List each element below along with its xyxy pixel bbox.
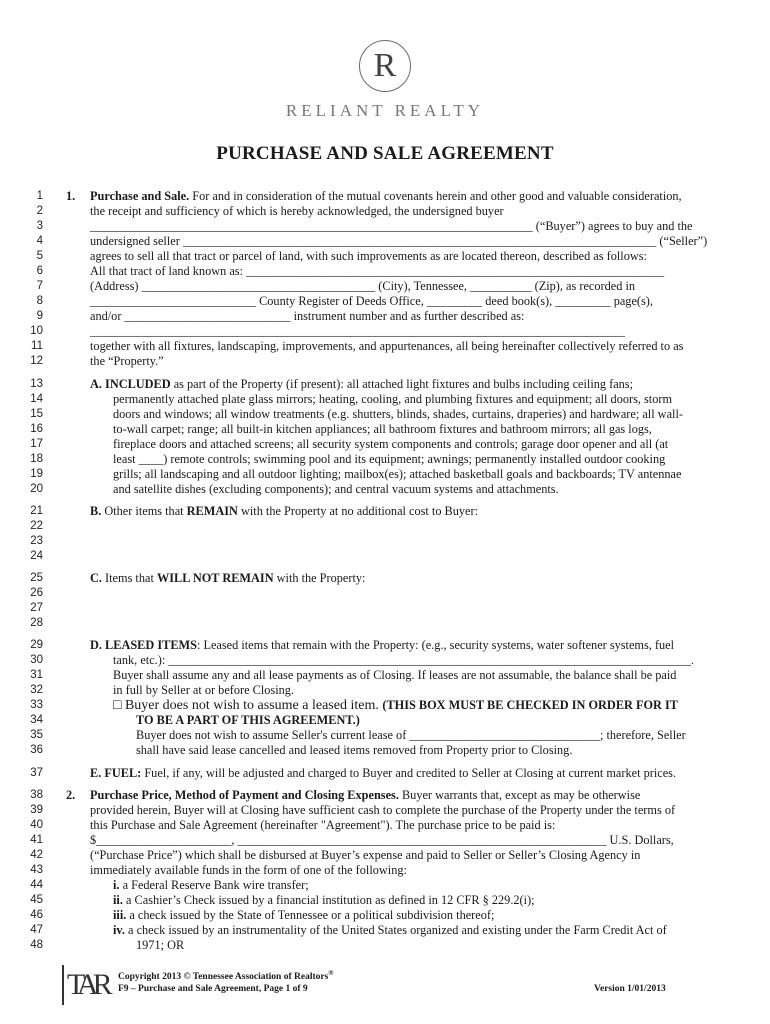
text-run: Other items that	[101, 504, 187, 518]
document-line	[90, 189, 682, 203]
line-number: 42	[30, 849, 43, 861]
document-line	[113, 452, 665, 466]
line-number: 2	[36, 205, 43, 217]
line-number: 22	[30, 520, 43, 532]
text-run: the receipt and sufficiency of which is hereby acknowledged, the undersigned buyer	[90, 204, 504, 218]
line-number: 46	[30, 909, 43, 921]
text-run: with the Property:	[273, 571, 366, 585]
document-line	[113, 653, 694, 667]
text-run: 1971; OR	[136, 938, 185, 952]
text-run: All that tract of land known as: ____________________________________________________________________	[90, 264, 665, 278]
document-line	[113, 482, 559, 496]
line-number: 15	[30, 408, 43, 420]
line-number: 30	[30, 654, 43, 666]
line-number: 47	[30, 924, 43, 936]
logo-monogram: R	[359, 40, 411, 92]
text-run: least ____) remote controls; swimming pool and its equipment; awnings; permanently installed outdoor cooking	[113, 452, 666, 466]
line-number: 36	[30, 744, 43, 756]
text-run: a Federal Reserve Bank wire transfer;	[119, 878, 309, 892]
text-run: (Address) ______________________________________ (City), Tennessee, __________ (Zip), as recorded in	[90, 279, 636, 293]
text-run: doors and windows; all window treatments (e.g. shutters, blinds, shades, curtains, draperies) and hardware; all wall-	[113, 407, 683, 421]
text-run: (“Purchase Price”) which shall be disbursed at Buyer’s expense and paid to Seller or Seller’s Closing Agency in	[90, 848, 641, 862]
text-run: tank, etc.): _____________________________________________________________________________________.	[113, 653, 695, 667]
line-number: 23	[30, 535, 43, 547]
text-run: undersigned seller _____________________________________________________________________________ (“Seller”)	[90, 234, 708, 248]
bold-text: E.	[90, 766, 102, 780]
line-number: 45	[30, 894, 43, 906]
text-run: together with all fixtures, landscaping, improvements, and appurtenances, all being hereinafter collectively referred to as	[90, 339, 684, 353]
document-line	[113, 392, 672, 406]
document-line	[136, 728, 686, 742]
bold-text: FUEL:	[104, 766, 142, 780]
bold-text: (THIS BOX MUST BE CHECKED IN ORDER FOR IT	[382, 698, 678, 712]
document-line	[113, 683, 294, 697]
document-line	[113, 878, 309, 892]
text-run: immediately available funds in the form of one of the following:	[90, 863, 407, 877]
text-run: and/or ___________________________ instrument number and as further described as:	[90, 309, 525, 323]
text-run: this Purchase and Sale Agreement (hereinafter "Agreement"). The purchase price to be paid is:	[90, 818, 556, 832]
text-run: Buyer does not wish to assume Seller's current lease of _______________________________; therefore, Seller	[136, 728, 686, 742]
document-line	[113, 407, 683, 421]
text-run: in full by Seller at or before Closing.	[113, 683, 295, 697]
document-line	[90, 818, 555, 832]
line-number: 17	[30, 438, 43, 450]
text-run: Fuel, if any, will be adjusted and charged to Buyer and credited to Seller at Closing at current market prices.	[141, 766, 677, 780]
text-run: a check issued by an instrumentality of the United States organized and existing under the Farm Credit Act of	[124, 923, 667, 937]
line-number: 16	[30, 423, 43, 435]
document-line	[113, 698, 678, 713]
text-run: $______________________, ____________________________________________________________ U.S. Dollars,	[90, 833, 674, 847]
line-number: 44	[30, 879, 43, 891]
line-number: 41	[30, 834, 43, 846]
bold-text: A.	[90, 377, 102, 391]
document-line	[113, 437, 668, 451]
document-line	[113, 923, 667, 937]
document-line	[90, 766, 676, 780]
text-run: _______________________________________________________________________________________	[90, 324, 625, 338]
line-number: 38	[30, 789, 43, 801]
document-line	[90, 638, 674, 652]
text-run: fireplace doors and attached screens; all security system components and controls; garage door opener and all (at	[113, 437, 669, 451]
line-number: 19	[30, 468, 43, 480]
bold-text: B.	[90, 504, 102, 518]
footer-copyright	[118, 969, 334, 982]
line-number: 3	[36, 220, 43, 232]
text-run: grills; all landscaping and all outdoor lighting; mailbox(es); attached basketball goals and backboards; TV antennae	[113, 467, 682, 481]
document-line	[90, 324, 625, 338]
document-line	[90, 309, 524, 323]
line-number: 48	[30, 939, 43, 951]
section-number: 1.	[66, 189, 76, 203]
copyright-text: Copyright 2013 © Tennessee Association of Realtors	[118, 972, 329, 983]
text-run: shall have said lease cancelled and leased items removed from Property prior to Closing.	[136, 743, 573, 757]
document-line	[113, 893, 535, 907]
line-number: 10	[30, 325, 43, 337]
document-line	[90, 264, 664, 278]
section-number: 2.	[66, 788, 76, 802]
document-title: PURCHASE AND SALE AGREEMENT	[216, 143, 554, 164]
bold-text: Purchase Price, Method of Payment and Closing Expenses.	[90, 788, 399, 802]
document-line	[90, 863, 407, 877]
document-line	[90, 377, 633, 391]
document-line	[90, 571, 365, 585]
text-run: Buyer shall assume any and all lease payments as of Closing. If leases are not assumable, the balance shall be paid	[113, 668, 677, 682]
document-line	[90, 504, 478, 518]
line-number: 6	[36, 265, 43, 277]
line-number: 29	[30, 639, 43, 651]
text-run: ___________________________ County Register of Deeds Office, _________ deed book(s), _________ page(s),	[90, 294, 653, 308]
company-logo	[0, 40, 770, 121]
text-run: and satellite dishes (excluding components); and central vacuum systems and attachments.	[113, 482, 559, 496]
footer-version: Version 1/01/2013	[594, 984, 666, 994]
bold-text: ii.	[113, 893, 123, 907]
line-number: 13	[30, 378, 43, 390]
document-line	[90, 788, 640, 802]
line-number: 32	[30, 684, 43, 696]
line-number: 37	[30, 767, 43, 779]
line-number: 27	[30, 602, 43, 614]
document-line	[90, 354, 164, 368]
line-number: 8	[36, 295, 43, 307]
text-run: Buyer warrants that, except as may be otherwise	[398, 788, 641, 802]
line-number: 18	[30, 453, 43, 465]
registered-mark: ®	[328, 969, 334, 977]
line-number: 12	[30, 355, 43, 367]
footer-form-title: F9 – Purchase and Sale Agreement, Page 1 of 9	[118, 984, 308, 994]
document-line	[90, 848, 640, 862]
document-line	[136, 713, 360, 727]
document-line	[90, 279, 635, 293]
line-number: 9	[36, 310, 43, 322]
document-line	[90, 339, 683, 353]
document-line	[90, 249, 647, 263]
document-line	[136, 938, 184, 952]
line-number: 14	[30, 393, 43, 405]
document-line	[90, 803, 675, 817]
line-number: 25	[30, 572, 43, 584]
line-number: 4	[36, 235, 43, 247]
logo-company-name: RELIANT REALTY	[285, 101, 485, 120]
bold-text: REMAIN	[186, 504, 238, 518]
line-number: 28	[30, 617, 43, 629]
bold-text: Purchase and Sale.	[90, 189, 190, 203]
document-line	[136, 743, 572, 757]
text-run: For and in consideration of the mutual covenants herein and other good and valuable consideration,	[189, 189, 682, 203]
bold-text: i.	[113, 878, 120, 892]
line-number: 34	[30, 714, 43, 726]
line-number: 40	[30, 819, 43, 831]
line-number: 21	[30, 505, 43, 517]
line-number: 5	[36, 250, 43, 262]
text-run: : Leased items that remain with the Property: (e.g., security systems, water softener systems, fuel	[196, 638, 675, 652]
text-run: a check issued by the State of Tennessee or a political subdivision thereof;	[126, 908, 495, 922]
bold-text: C.	[90, 571, 102, 585]
line-number: 7	[36, 280, 43, 292]
bold-text: INCLUDED	[105, 377, 171, 391]
line-number: 26	[30, 587, 43, 599]
document-line	[113, 668, 676, 682]
line-number: 39	[30, 804, 43, 816]
document-line	[113, 467, 681, 481]
document-line	[90, 833, 674, 847]
document-line	[90, 219, 692, 233]
line-number: 33	[30, 699, 43, 711]
text-run: provided herein, Buyer will at Closing have sufficient cash to complete the purchase of the Property under the terms of	[90, 803, 676, 817]
text-run: the “Property.”	[90, 354, 164, 368]
text-run: with the Property at no additional cost to Buyer:	[237, 504, 479, 518]
line-number: 20	[30, 483, 43, 495]
bold-text: iii.	[113, 908, 127, 922]
line-number: 1	[36, 190, 43, 202]
text-run: □ Buyer does not wish to assume a leased item.	[113, 698, 383, 713]
line-number: 24	[30, 550, 43, 562]
text-run: a Cashier’s Check issued by a financial institution as defined in 12 CFR § 229.2(i);	[122, 893, 535, 907]
text-run: as part of the Property (if present): all attached light fixtures and bulbs including ceiling fans;	[170, 377, 634, 391]
document-line	[90, 204, 504, 218]
line-number: 11	[31, 340, 43, 352]
bold-text: WILL NOT REMAIN	[156, 571, 274, 585]
document-line	[90, 294, 653, 308]
document-line	[90, 234, 708, 248]
document-line	[113, 908, 494, 922]
bold-text: TO BE A PART OF THIS AGREEMENT.)	[136, 713, 360, 727]
document-line	[113, 422, 652, 436]
text-run: to-wall carpet; range; all built-in kitchen appliances; all bathroom fixtures and bathroom mirrors; all gas logs,	[113, 422, 652, 436]
tar-logo: TAR	[62, 965, 113, 1005]
text-run: agrees to sell all that tract or parcel of land, with such improvements as are located thereon, described as follows:	[90, 249, 647, 263]
bold-text: D.	[90, 638, 102, 652]
text-run: permanently attached plate glass mirrors; heating, cooling, and plumbing fixtures and equipment; all doors, storm	[113, 392, 673, 406]
bold-text: iv.	[113, 923, 125, 937]
bold-text: LEASED ITEMS	[105, 638, 197, 652]
text-run: Items that	[101, 571, 157, 585]
line-number: 35	[30, 729, 43, 741]
line-number: 31	[30, 669, 43, 681]
line-number: 43	[30, 864, 43, 876]
text-run: ________________________________________________________________________ (“Buyer”) agrees to buy and the	[90, 219, 693, 233]
